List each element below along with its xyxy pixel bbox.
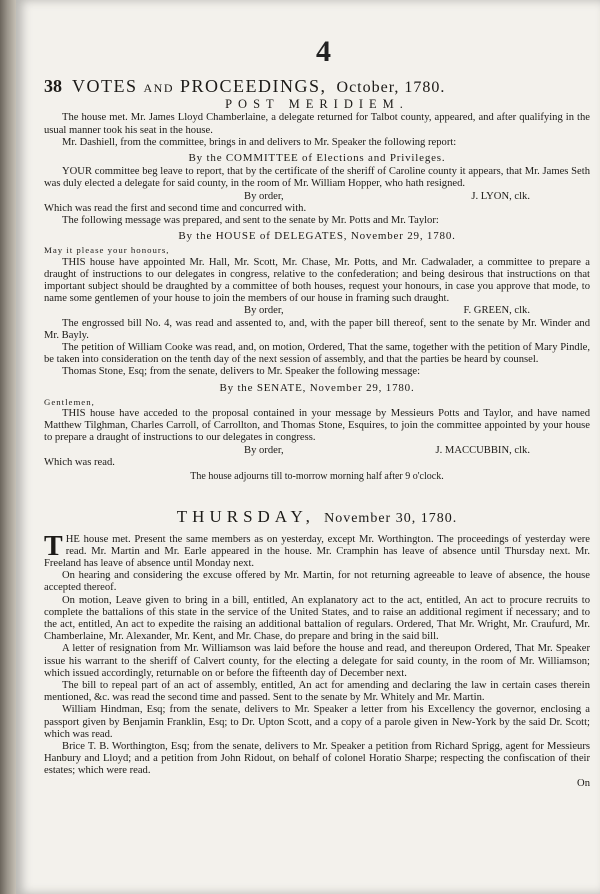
paragraph: William Hindman, Esq; from the senate, delivers to Mr. Speaker a letter from his Excellency the governor, enclosing a passport given by Benjamin Franklin, Esq; to Dr. Upton Scott, and a copy of a parole given in New-York by the said Dr. Scott; which was read. [44,704,590,740]
senate-message: THIS house have acceded to the proposal contained in your message by Messieurs Potts and Taylor, and have named Matthew Tilghman, Charles Carroll, of Carrollton, and Thomas Stone, Esquires, to join the committee appointed by your house to prepare a draught of instructions to our delegates in congress. [44,408,590,444]
signature-line [44,305,590,317]
catchword: On [577,777,590,789]
paragraph: On hearing and considering the excuse offered by Mr. Martin, for not returning agreeable to leave of absence, the house accepted thereof. [44,570,590,594]
page-number: 38 [44,76,62,96]
paragraph: The bill to repeal part of an act of assembly, entitled, An act for amending and declaring the law in certain cases therein mentioned, &c. was read the second time and passed. Sent to the senate by Mr. Whitely and Mr. Martin. [44,679,590,704]
running-title: VOTES AND PROCEEDINGS, [72,76,327,96]
salutation: May it please your honours, [44,245,170,256]
day-date: November 30, 1780. [324,511,458,527]
paragraph: A letter of resignation from Mr. Williamson was laid before the house and read, and thereupon Ordered, That Mr. Speaker issue his warrant to the sheriff of Calvert county, for the electing a delegate for said county, in the room of Mr. Williamson; which issued accordingly, returnable on or before the fifteenth day of December next. [44,643,590,679]
signature-line [44,445,590,457]
handwritten-folio-mark: 4 [316,35,331,68]
paragraph-opening: THE house met. Present the same members as on yesterday, except Mr. Worthington. The proceedings of yesterday were read. Mr. Martin and Mr. Earle appeared in the house. Mr. Cramphin has leave of absence until Thursday next. Mr. Freeland has leave of absence until Monday next. [44,530,590,569]
by-order: By order, [244,305,284,317]
section-heading-post-meridiem: POST MERIDIEM. [225,97,409,112]
house-message: THIS house have appointed Mr. Hall, Mr. Scott, Mr. Chase, Mr. Potts, and Mr. Cadwalader, a committee to prepare a draught of instructions to our delegates in congress, relative to the confederation; and being desirous that instructions on that important subject should be draughted by a committee of both houses, request your honours, in case you approve that mode, to name some gentlemen of your house to join the members of our house in framing such draught. [44,256,590,305]
paragraph: The following message was prepared, and sent to the senate by Mr. Potts and Mr. Taylor: [62,215,439,227]
adjournment-note: The house adjourns till to-morrow morning half after 9 o'clock. [190,471,444,483]
by-order: By order, [244,190,284,202]
paragraph: Which was read the first and second time and concurred with. [44,202,307,214]
salutation: Gentlemen, [44,396,95,407]
committee-report: YOUR committee beg leave to report, that by the certificate of the sheriff of Caroline county it appears, that Mr. James Seth was duly elected a delegate for said county, in the room of Mr. William Hopper, who hath resigned. [44,166,590,190]
house-heading: By the HOUSE of DELEGATES, November 29, 1780. [178,230,456,243]
paragraph: The house met. Mr. James Lloyd Chamberlaine, a delegate returned for Talbot county, appeared, and after qualifying in the usual manner took his seat in the house. [44,112,590,136]
paragraph: On motion, Leave given to bring in a bill, entitled, An explanatory act to the act, entitled, An act to procure recruits to complete the battalions of this state in the service of the United States, and to raise an additional regiment if necessary; and to the act, entitled, An act to expedite the raising an additional battalion of regulars. Ordered, That Mr. Wright, Mr. Craufurd, Mr. Chamberlaine, Mr. Alexander, Mr. Kent, and Mr. Chase, do prepare and bring in the said bill. [44,594,590,643]
senate-heading: By the SENATE, November 29, 1780. [219,381,415,394]
document-page [16,0,600,894]
running-head [44,76,590,96]
paragraph: Mr. Dashiell, from the committee, brings in and delivers to Mr. Speaker the following report: [62,136,457,148]
signature-line [44,191,590,203]
paragraph: The engrossed bill No. 4, was read and assented to, and, with the paper bill thereof, sent to the senate by Mr. Winder and Mr. Bayly. [44,317,590,341]
running-date: October, 1780. [336,79,446,96]
paragraph: Brice T. B. Worthington, Esq; from the senate, delivers to Mr. Speaker a petition from Richard Sprigg, agent for Messieurs Hanbury and Lloyd; and a petition from John Ridout, on behalf of colonel Horatio Sharpe; respecting the confiscation of their estates; which were read. [44,740,590,777]
committee-heading: By the COMMITTEE of Elections and Privileges. [188,152,446,165]
day-heading [44,507,590,527]
paragraph: The petition of William Cooke was read, and, on motion, Ordered, That the same, together with the petition of Mary Pindle, be taken into consideration on the tenth day of the next session of assembly, and that the parties be heard by counsel. [44,342,590,366]
clerk-signature: J. LYON, clk. [471,190,530,202]
drop-cap: T [44,530,63,562]
clerk-signature: J. MACCUBBIN, clk. [435,444,530,456]
paragraph: Which was read. [44,456,115,468]
clerk-signature: F. GREEN, clk. [463,305,530,317]
by-order: By order, [244,444,284,456]
paragraph: Thomas Stone, Esq; from the senate, delivers to Mr. Speaker the following message: [62,366,421,378]
day-name: THURSDAY, [176,507,315,527]
page-content [44,76,590,790]
